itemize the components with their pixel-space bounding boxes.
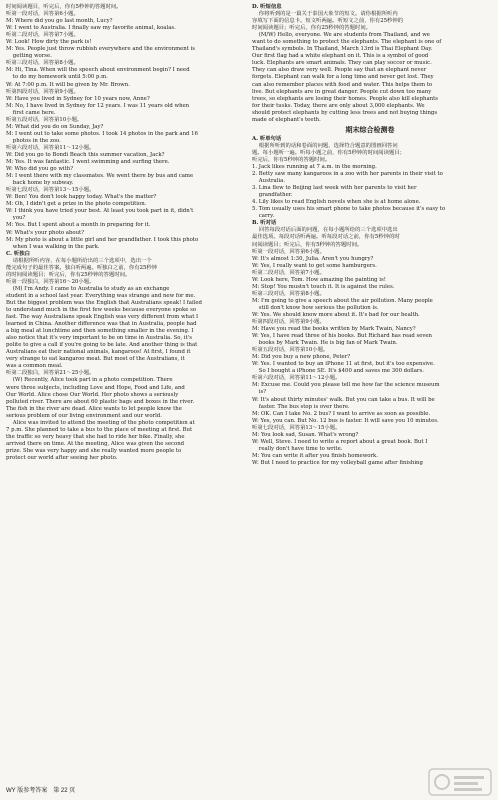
right-top-line: 容填写下面的信息卡。短文听两遍。听短文之前，你有25秒钟的 (252, 18, 404, 25)
right-bottom-line: 听第七段对话，回答第13～15小题。 (252, 424, 341, 431)
right-column-top (252, 4, 488, 124)
left-column-line: 听第二段对话，回答第7小题。 (6, 32, 79, 39)
right-bottom-line: 4. Lily likes to read English novels when she is at home alone. (252, 199, 421, 206)
right-bottom-line: 听完后，你有5秒钟的答题时间。 (252, 156, 331, 163)
right-bottom-line: M: Excuse me. Could you please tell me how far the science museum (252, 382, 440, 389)
left-column-line: polluted river. There are about 60 plastic bags and boxes in the river. (6, 398, 195, 405)
left-column-line: the traffic so very heavy that she had to ride her bike. Finally, she (6, 433, 185, 440)
left-column-line: to do my homework until 5:00 p.m. (6, 74, 108, 81)
right-top-line: 时间阅读题目；听完后，你有25秒钟的答题时间。 (252, 25, 372, 32)
right-bottom-line: really don't have time to write. (252, 445, 343, 452)
left-column-line: photos in the zoo. (6, 137, 61, 144)
answer-key-page (6, 4, 494, 776)
left-column-line: prize. She was very happy and she really wanted more people to (6, 447, 182, 454)
right-bottom-line: W: Yes, I have read three of his books. But Richard has read seven (252, 333, 432, 340)
left-column-line: also notice that it's very important to be on time in Australia. So, it's (6, 335, 192, 342)
right-bottom-line: 听第六段对话，回答第11～12小题。 (252, 375, 341, 382)
left-column-line: to understand much in the first few weeks because everyone spoke so (6, 307, 197, 314)
right-bottom-line: carry. (252, 213, 275, 220)
right-bottom-line: 听第四段对话，回答第9小题。 (252, 319, 325, 326)
left-column-line: learned in China. Another difference was that in Australia, people had (6, 321, 197, 328)
left-column-line: W: Did you go to Bondi Beach this summer vacation, Jack? (6, 151, 165, 158)
right-bottom-line: W: Yes, you can. But No. 12 bus is faster. It will save you 10 minutes. (252, 417, 439, 424)
right-bottom-line: M: I'm going to give a speech about the air pollution. Many people (252, 297, 433, 304)
left-column-line: was a common meal. (6, 363, 63, 370)
right-top-line: live. But elephants are in great danger. People cut down too many (252, 88, 432, 95)
left-column-line: when I was walking in the park. (6, 243, 100, 250)
left-column-line: arrived there on time. At the meeting, Alice was given the second (6, 440, 185, 447)
right-bottom-line: 听第三段对话，回答第8小题。 (252, 290, 325, 297)
right-bottom-line: 最佳选项。每段对话听两遍。听每段对话之前，你有5秒钟的时 (252, 234, 400, 241)
left-column-line: 听第四段对话，回答第9小题。 (6, 88, 79, 95)
right-bottom-line: grandfather. (252, 192, 293, 199)
right-bottom-line: still don't know how serious the pollution is. (252, 304, 379, 311)
right-top-line: want to do something to protect the elephants. The elephant is one of (252, 39, 442, 46)
left-column-line: Alice was invited to attend the meeting of the photo competition at (6, 419, 195, 426)
right-bottom-line: 题。每小题听一遍。听每小题之前，你有5秒钟的时间阅读题目； (252, 149, 406, 156)
left-column-line: Australians eat their national animals, kangaroos! At first, I found it (6, 349, 191, 356)
right-bottom-line: 听第五段对话，回答第10小题。 (252, 347, 329, 354)
right-bottom-line: 2. Betty saw many kangaroos in a zoo with her parents in their visit to (252, 171, 443, 178)
right-bottom-line: 间阅读题目；听完后，你有5秒钟的答题时间。 (252, 241, 363, 248)
left-column-line: (W) Recently, Alice took part in a photo competition. There (6, 377, 173, 384)
right-bottom-line: M: You can write it after you finish homework. (252, 452, 378, 459)
left-column-line: 听第二段独白，回答第21～25小题。 (6, 370, 95, 377)
left-column-line: 听第六段对话，回答第11～12小题。 (6, 144, 95, 151)
right-bottom-line: books by Mark Twain. He is big fan of Mark Twain. (252, 340, 398, 347)
left-column-line: getting worse. (6, 53, 52, 60)
left-column-line: M: Yes. People just throw rubbish everywhere and the environment is (6, 46, 196, 53)
right-top-line: They can also draw very well. People say that an elephant never (252, 67, 427, 74)
right-bottom-line: M: Did you buy a new phone, Peter? (252, 354, 351, 361)
right-top-line: forgets. Elephant can walk for a long time and never get lost. They (252, 74, 434, 81)
right-top-line: 你将听到的是一篇关于泰国大象节的短文。请你根据所听内 (252, 11, 398, 18)
right-bottom-line: M: Have you read the books written by Mark Twain, Nancy? (252, 326, 416, 333)
left-column-line: very strange to eat kangaroo meat. But most of the Australians, it (6, 356, 185, 363)
left-column-line: were three subjects, including Love and Hope, Food and Life, and (6, 384, 185, 391)
right-bottom-line: W: Well, Steve. I need to write a report about a great book. But I (252, 438, 428, 445)
left-column-line: 请根据所听内容，在每小题所给出的三个选项中，选出一个 (6, 257, 152, 264)
right-bottom-line: 3. Lina flew to Beijing last week with her parents to visit her (252, 185, 417, 192)
left-column-line: (M) I'm Andy. I came to Australia to study as an exchange (6, 285, 170, 292)
left-column-line: W: What's your photo about? (6, 229, 85, 236)
right-bottom-line: M: You look sad, Susan. What's wrong? (252, 431, 359, 438)
left-column-line: you? (6, 215, 26, 222)
left-column-line: M: I went there with my classmates. We went there by bus and came (6, 173, 194, 180)
right-top-line: can also remember places with food and water. This helps them to (252, 81, 433, 88)
right-bottom-line: 1. Jack likes running at 7 a.m. in the morning. (252, 163, 377, 170)
right-bottom-line: W: Yes, I really want to get some hamburgers. (252, 262, 377, 269)
left-column-line: W: Who did you go with? (6, 166, 74, 173)
right-bottom-line: 听第一段对话，回答第6小题。 (252, 248, 325, 255)
left-column-line: first came here. (6, 109, 56, 116)
right-bottom-line: is? (252, 389, 267, 396)
left-column-line: back home by subway. (6, 180, 74, 187)
right-bottom-line: So I bought a iPhone SE. It's $400 and saves me 300 dollars. (252, 368, 424, 375)
right-top-line: D. 听短信息 (252, 4, 282, 10)
left-column-line: 的时间阅读题目；听完后，你有25秒钟的答题时间。 (6, 271, 131, 278)
left-column-line: W: I went to Australia. I finally saw my favorite animal, koalas. (6, 25, 176, 32)
left-column-line: W: Ben! You don't look happy today. What's the matter? (6, 194, 157, 201)
right-bottom-line: faster. The bus stop is over there. (252, 403, 350, 410)
right-column-bottom (252, 136, 488, 467)
left-column-line: Our World. Alice chose Our World. Her photo shows a seriously (6, 391, 179, 398)
right-bottom-line: M: Stop! You mustn't touch it. It is against the rules. (252, 283, 395, 290)
section-title: 期末综合检测卷 (345, 124, 395, 134)
left-column-line: 听第七段对话，回答第13～15小题。 (6, 187, 95, 194)
left-column-line: The fish in the river are dead. Alice wants to let people know the (6, 405, 182, 412)
left-column-line: 听第三段对话，回答第8小题。 (6, 60, 79, 67)
left-column-line: protect our world after seeing her photo. (6, 455, 118, 461)
right-bottom-line: W: But I need to practice for my volleyball game after finishing (252, 459, 423, 466)
right-bottom-line: Australia. (252, 178, 286, 185)
right-bottom-line: B. 听对话 (252, 220, 277, 227)
left-column-line: 时间阅读题目，听完后，你有5秒钟的答题时间。 (6, 4, 122, 10)
right-bottom-line: 5. Tom usually uses his smart phone to take photos because it's easy to (252, 206, 446, 213)
left-column-line: M: Where did you go last month, Lucy? (6, 18, 113, 25)
right-top-line: luck. Elephants are smart animals. They can play soccer or music. (252, 60, 432, 67)
right-top-line: made of elephant's teeth. (252, 116, 321, 123)
left-column-line: 听第一段对话，回答第6小题。 (6, 11, 79, 18)
left-column-line: M: Hi, Tina. When will the speech about environment begin? I need (6, 67, 190, 74)
right-bottom-line: W: It's about thirty minutes' walk. But you can take a bus. It will be (252, 396, 435, 403)
right-bottom-line: W: Yes. I wanted to buy an iPhone 11 at first, but it's too expensive. (252, 361, 435, 368)
answer-site-logo-icon (428, 768, 492, 796)
left-column-line: polite to give a call if you're going to be late. And another thing is that (6, 342, 198, 349)
left-column-line: 听第一段独白，回答第16～20小题。 (6, 278, 95, 285)
left-column-line: M: Oh, I didn't get a prize in the photo competition. (6, 201, 147, 208)
left-column-line: M: Yes. But I spent about a month in preparing for it. (6, 222, 151, 229)
right-bottom-line: W: Look here, Tom. How amazing the painting is! (252, 276, 386, 283)
right-bottom-line: W: Yes. We should know more about it. It's bad for our health. (252, 311, 420, 318)
left-column-line: a big meal at lunchtime and then something smaller in the evening. I (6, 328, 194, 335)
right-bottom-line: M: OK. Can I take No. 2 bus? I want to arrive as soon as possible. (252, 410, 431, 417)
right-top-line: (M/W) Hello, everyone. We are students from Thailand, and we (252, 32, 430, 39)
right-top-line: should protect elephants by cutting less trees and not buying things (252, 109, 438, 116)
right-bottom-line: 听第二段对话，回答第7小题。 (252, 269, 325, 276)
left-column-line: 听第五段对话，回答第10小题。 (6, 116, 83, 123)
left-column-line: M: What did you do on Sunday, Jay? (6, 123, 104, 130)
left-column-line: M: My photo is about a little girl and her grandfather. I took this photo (6, 236, 199, 243)
left-column-line: W: Look! How dirty the park is! (6, 39, 92, 46)
left-column-line: W: Have you lived in Sydney for 10 years now, Anne? (6, 95, 150, 102)
left-column-line: student in a school last year. Everything was strange and new for me. (6, 292, 196, 299)
left-column-line: 能完成句子的最佳答案。独白听两遍。听独白之前，你有25秒钟 (6, 264, 158, 271)
right-top-line: trees, so elephants are losing their homes. People also kill elephants (252, 95, 438, 102)
right-top-line: for their tusks. Today, there are only about 3,000 elephants. We (252, 102, 425, 109)
left-column-line: fast. The way Australians speak English was very different from what I (6, 314, 199, 321)
right-column (252, 4, 488, 467)
left-column-line: M: I went out to take some photos. I took 14 photos in the park and 16 (6, 130, 198, 137)
right-top-line: Thailand's symbols. In Thailand, March 13rd is Thai Elephant Day. (252, 46, 433, 53)
left-column-line: serious problem of our living environment and our world. (6, 412, 162, 419)
left-column-line: 7 p.m. She planned to take a bus to the place of meeting at first. But (6, 426, 193, 433)
right-bottom-line: 回答每段对话后面的问题，在每小题所给的三个选项中选出 (252, 227, 398, 234)
right-bottom-line: W: It's almost 1:30, Julia. Aren't you hungry? (252, 255, 374, 262)
left-column (6, 4, 242, 462)
left-column-line: M: No, I have lived in Sydney for 12 years. I was 11 years old when (6, 102, 190, 109)
left-column-line: C. 听独白 (6, 250, 30, 257)
left-column-line: M: Yes. It was fantastic. I went swimming and surfing there. (6, 159, 170, 166)
left-column-line: W: At 7:00 p.m. It will be given by Mr. Brown. (6, 81, 130, 88)
right-bottom-line: A. 听单句话 (252, 135, 282, 142)
right-bottom-line: 根据所听到的话和卷面的问题，选择符合题意的图画回答问 (252, 142, 398, 149)
page-footer: WY 版参考答案 第 22 页 (6, 788, 76, 794)
left-column-line: W: I think you have tried your best. At least you took part in it, didn't (6, 208, 194, 215)
right-top-line: Our first flag had a white elephant on it. This is a symbol of good (252, 53, 429, 60)
left-column-line: But the biggest problem was the English that Australians speak! I failed (6, 299, 202, 306)
